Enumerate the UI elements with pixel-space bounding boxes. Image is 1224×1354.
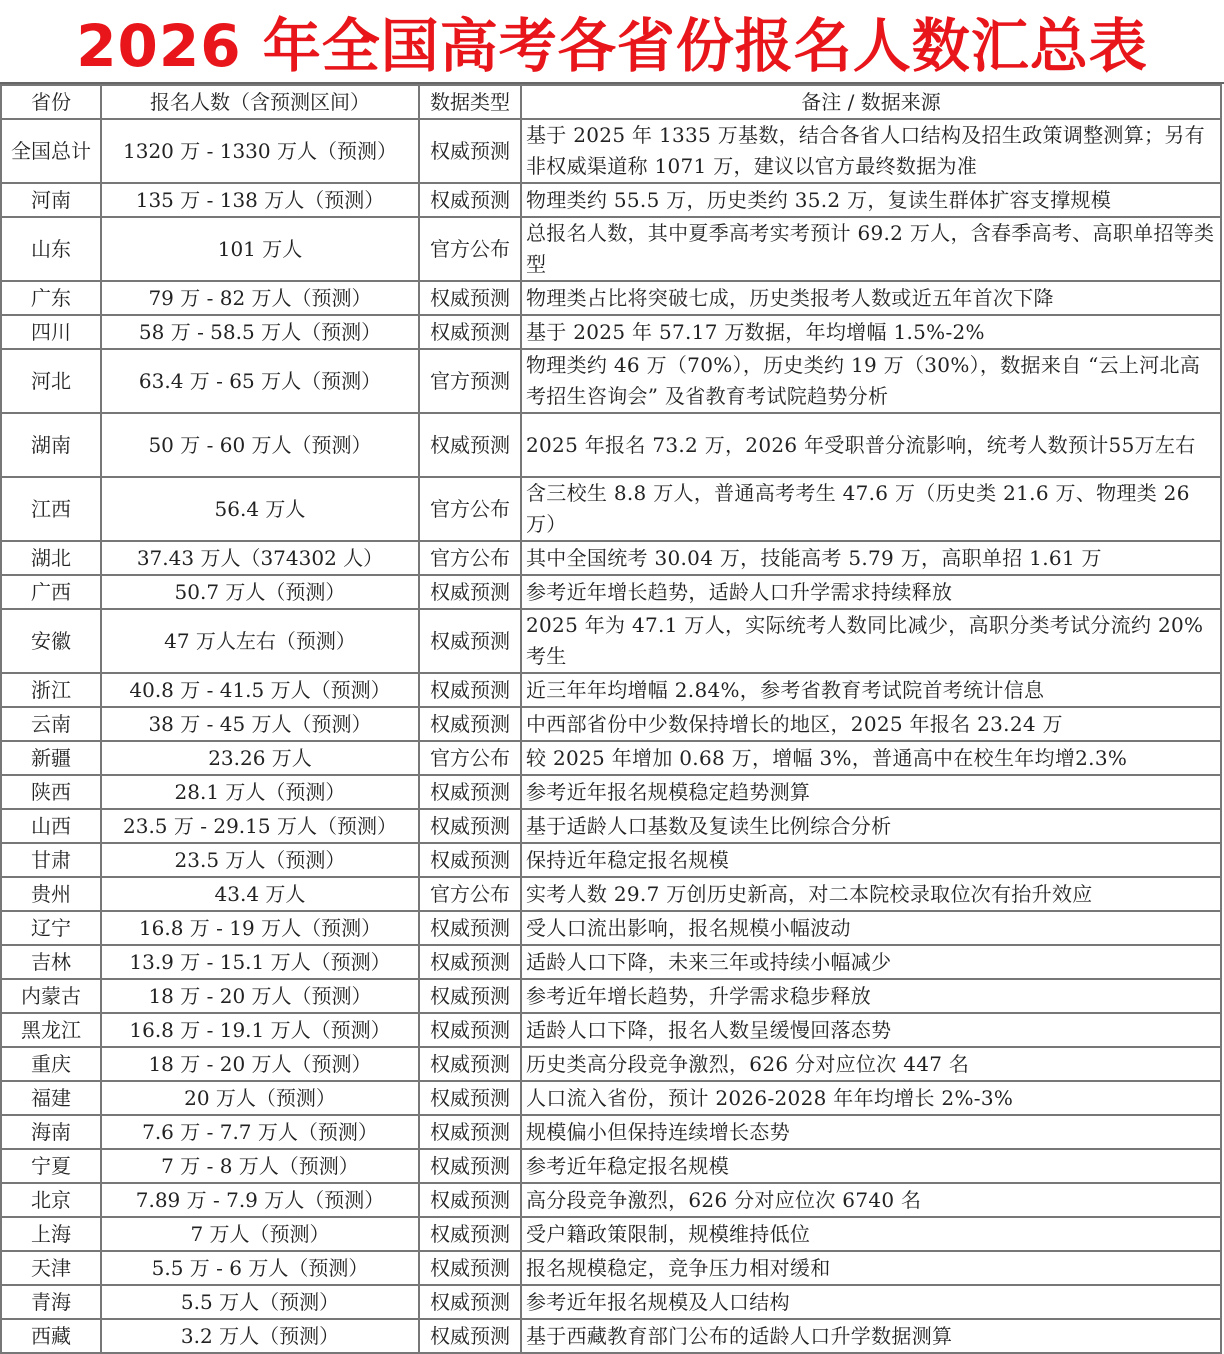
count-cell: 58 万 - 58.5 万人（预测） [101,315,419,349]
note-cell: 适龄人口下降，未来三年或持续小幅减少 [521,945,1221,979]
note-cell: 物理类约 55.5 万，历史类约 35.2 万，复读生群体扩容支撑规模 [521,183,1221,217]
table-row [1,1115,1221,1149]
table-row [1,673,1221,707]
note-cell: 基于 2025 年 57.17 万数据，年均增幅 1.5%-2% [521,315,1221,349]
count-cell: 7 万 - 8 万人（预测） [101,1149,419,1183]
province-cell: 西藏 [1,1319,101,1353]
table-row [1,609,1221,673]
count-cell: 16.8 万 - 19 万人（预测） [101,911,419,945]
count-cell: 18 万 - 20 万人（预测） [101,1047,419,1081]
header-count: 报名人数（含预测区间） [101,85,419,119]
note-cell: 参考近年报名规模及人口结构 [521,1285,1221,1319]
count-cell: 135 万 - 138 万人（预测） [101,183,419,217]
count-cell: 5.5 万 - 6 万人（预测） [101,1251,419,1285]
count-cell: 23.5 万 - 29.15 万人（预测） [101,809,419,843]
table-row [1,541,1221,575]
province-cell: 陕西 [1,775,101,809]
type-cell: 官方公布 [419,877,521,911]
type-cell: 权威预测 [419,775,521,809]
count-cell: 50.7 万人（预测） [101,575,419,609]
table-row [1,707,1221,741]
type-cell: 权威预测 [419,1251,521,1285]
count-cell: 56.4 万人 [101,477,419,541]
province-cell: 甘肃 [1,843,101,877]
table-row [1,809,1221,843]
province-cell: 北京 [1,1183,101,1217]
province-cell: 江西 [1,477,101,541]
table-row [1,413,1221,477]
province-cell: 湖北 [1,541,101,575]
note-cell: 报名规模稳定，竞争压力相对缓和 [521,1251,1221,1285]
province-cell: 宁夏 [1,1149,101,1183]
count-cell: 7 万人（预测） [101,1217,419,1251]
type-cell: 官方公布 [419,217,521,281]
note-cell: 历史类高分段竞争激烈，626 分对应位次 447 名 [521,1047,1221,1081]
note-cell: 受户籍政策限制，规模维持低位 [521,1217,1221,1251]
table-row [1,1047,1221,1081]
note-cell: 高分段竞争激烈，626 分对应位次 6740 名 [521,1183,1221,1217]
table-row [1,1251,1221,1285]
note-cell: 较 2025 年增加 0.68 万，增幅 3%，普通高中在校生年均增2.3% [521,741,1221,775]
page-title: 2026 年全国高考各省份报名人数汇总表 [0,0,1224,84]
table-row [1,911,1221,945]
header-type: 数据类型 [419,85,521,119]
province-cell: 四川 [1,315,101,349]
note-cell: 物理类占比将突破七成，历史类报考人数或近五年首次下降 [521,281,1221,315]
table-row [1,843,1221,877]
note-cell: 2025 年报名 73.2 万，2026 年受职普分流影响，统考人数预计55万左右 [521,413,1221,477]
count-cell: 5.5 万人（预测） [101,1285,419,1319]
table-row [1,349,1221,413]
province-cell: 内蒙古 [1,979,101,1013]
province-cell: 福建 [1,1081,101,1115]
count-cell: 63.4 万 - 65 万人（预测） [101,349,419,413]
header-province: 省份 [1,85,101,119]
note-cell: 总报名人数，其中夏季高考实考预计 69.2 万人，含春季高考、高职单招等类型 [521,217,1221,281]
type-cell: 官方公布 [419,541,521,575]
province-cell: 辽宁 [1,911,101,945]
note-cell: 含三校生 8.8 万人，普通高考考生 47.6 万（历史类 21.6 万、物理类 26 万） [521,477,1221,541]
count-cell: 37.43 万人（374302 人） [101,541,419,575]
table-row [1,741,1221,775]
type-cell: 权威预测 [419,1115,521,1149]
province-cell: 河北 [1,349,101,413]
table-row [1,1149,1221,1183]
province-cell: 山西 [1,809,101,843]
province-cell: 湖南 [1,413,101,477]
province-cell: 上海 [1,1217,101,1251]
count-cell: 28.1 万人（预测） [101,775,419,809]
type-cell: 权威预测 [419,1149,521,1183]
header-note: 备注 / 数据来源 [521,85,1221,119]
count-cell: 50 万 - 60 万人（预测） [101,413,419,477]
note-cell: 中西部省份中少数保持增长的地区，2025 年报名 23.24 万 [521,707,1221,741]
table-row [1,119,1221,183]
province-cell: 黑龙江 [1,1013,101,1047]
count-cell: 1320 万 - 1330 万人（预测） [101,119,419,183]
table-row [1,775,1221,809]
province-cell: 新疆 [1,741,101,775]
type-cell: 权威预测 [419,1047,521,1081]
note-cell: 参考近年增长趋势，升学需求稳步释放 [521,979,1221,1013]
type-cell: 权威预测 [419,575,521,609]
type-cell: 权威预测 [419,1081,521,1115]
province-cell: 青海 [1,1285,101,1319]
note-cell: 物理类约 46 万（70%），历史类约 19 万（30%），数据来自 “云上河北高考招生咨询会” 及省教育考试院趋势分析 [521,349,1221,413]
type-cell: 权威预测 [419,911,521,945]
province-cell: 云南 [1,707,101,741]
table-row [1,1285,1221,1319]
type-cell: 官方公布 [419,477,521,541]
count-cell: 18 万 - 20 万人（预测） [101,979,419,1013]
note-cell: 保持近年稳定报名规模 [521,843,1221,877]
count-cell: 13.9 万 - 15.1 万人（预测） [101,945,419,979]
table-header [1,85,1221,119]
table-row [1,1013,1221,1047]
note-cell: 受人口流出影响，报名规模小幅波动 [521,911,1221,945]
note-cell: 基于适龄人口基数及复读生比例综合分析 [521,809,1221,843]
note-cell: 人口流入省份，预计 2026-2028 年年均增长 2%-3% [521,1081,1221,1115]
count-cell: 47 万人左右（预测） [101,609,419,673]
type-cell: 权威预测 [419,1285,521,1319]
table-row [1,477,1221,541]
note-cell: 参考近年稳定报名规模 [521,1149,1221,1183]
type-cell: 权威预测 [419,1183,521,1217]
province-cell: 安徽 [1,609,101,673]
province-cell: 重庆 [1,1047,101,1081]
province-cell: 海南 [1,1115,101,1149]
count-cell: 20 万人（预测） [101,1081,419,1115]
note-cell: 近三年年均增幅 2.84%，参考省教育考试院首考统计信息 [521,673,1221,707]
type-cell: 权威预测 [419,315,521,349]
count-cell: 7.6 万 - 7.7 万人（预测） [101,1115,419,1149]
table-row [1,945,1221,979]
type-cell: 权威预测 [419,707,521,741]
province-cell: 广东 [1,281,101,315]
registration-table [0,84,1222,1354]
type-cell: 权威预测 [419,119,521,183]
note-cell: 基于 2025 年 1335 万基数，结合各省人口结构及招生政策调整测算；另有非权威渠道称 1071 万，建议以官方最终数据为准 [521,119,1221,183]
note-cell: 参考近年增长趋势，适龄人口升学需求持续释放 [521,575,1221,609]
count-cell: 40.8 万 - 41.5 万人（预测） [101,673,419,707]
count-cell: 43.4 万人 [101,877,419,911]
province-cell: 吉林 [1,945,101,979]
table-row [1,877,1221,911]
table-row [1,217,1221,281]
count-cell: 79 万 - 82 万人（预测） [101,281,419,315]
type-cell: 权威预测 [419,609,521,673]
province-cell: 广西 [1,575,101,609]
province-cell: 河南 [1,183,101,217]
count-cell: 7.89 万 - 7.9 万人（预测） [101,1183,419,1217]
province-cell: 山东 [1,217,101,281]
note-cell: 规模偏小但保持连续增长态势 [521,1115,1221,1149]
note-cell: 其中全国统考 30.04 万，技能高考 5.79 万，高职单招 1.61 万 [521,541,1221,575]
province-cell: 贵州 [1,877,101,911]
table-row [1,1217,1221,1251]
table-row [1,315,1221,349]
note-cell: 适龄人口下降，报名人数呈缓慢回落态势 [521,1013,1221,1047]
table-row [1,1319,1221,1353]
count-cell: 23.5 万人（预测） [101,843,419,877]
type-cell: 官方预测 [419,349,521,413]
type-cell: 权威预测 [419,809,521,843]
note-cell: 2025 年为 47.1 万人，实际统考人数同比减少，高职分类考试分流约 20% 考生 [521,609,1221,673]
note-cell: 参考近年报名规模稳定趋势测算 [521,775,1221,809]
province-cell: 浙江 [1,673,101,707]
count-cell: 3.2 万人（预测） [101,1319,419,1353]
table-row [1,575,1221,609]
type-cell: 权威预测 [419,673,521,707]
table-row [1,1081,1221,1115]
type-cell: 权威预测 [419,1217,521,1251]
province-cell: 天津 [1,1251,101,1285]
type-cell: 权威预测 [419,1319,521,1353]
count-cell: 101 万人 [101,217,419,281]
type-cell: 官方公布 [419,741,521,775]
count-cell: 16.8 万 - 19.1 万人（预测） [101,1013,419,1047]
type-cell: 权威预测 [419,1013,521,1047]
note-cell: 实考人数 29.7 万创历史新高，对二本院校录取位次有抬升效应 [521,877,1221,911]
table-row [1,1183,1221,1217]
type-cell: 权威预测 [419,413,521,477]
note-cell: 基于西藏教育部门公布的适龄人口升学数据测算 [521,1319,1221,1353]
type-cell: 权威预测 [419,183,521,217]
table-row [1,979,1221,1013]
type-cell: 权威预测 [419,281,521,315]
province-cell: 全国总计 [1,119,101,183]
count-cell: 23.26 万人 [101,741,419,775]
type-cell: 权威预测 [419,843,521,877]
type-cell: 权威预测 [419,979,521,1013]
table-row [1,281,1221,315]
type-cell: 权威预测 [419,945,521,979]
table-row [1,183,1221,217]
count-cell: 38 万 - 45 万人（预测） [101,707,419,741]
